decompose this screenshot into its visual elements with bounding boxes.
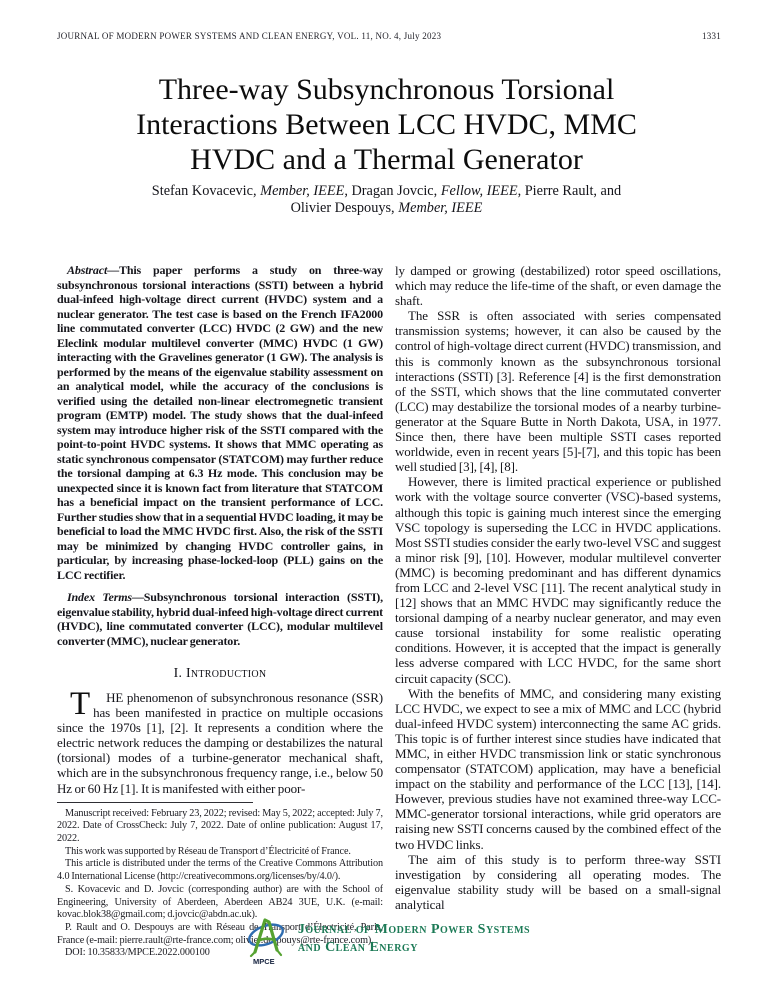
left-column bbox=[57, 263, 383, 955]
index-terms-text: —Subsynchronous torsional interaction (SSTI), eigenvalue stability, hybrid dual-infeed high-voltage direct current (HVDC), line commutated converter (LCC), modular multilevel converter (MMC), nuclear generator. bbox=[57, 590, 383, 648]
footnote-rule bbox=[57, 802, 253, 803]
footnote-paragraph: S. Kovacevic and D. Jovcic (corresponding author) are with the School of Engineering, University of Aberdeen, Aberdeen AB24 3UE, U.K. (e-mail: kovac.blok38@gmail.com; d.jovcic@abdn.ac.uk). bbox=[57, 883, 383, 921]
right-column-text bbox=[395, 263, 721, 912]
abstract-paragraph bbox=[57, 263, 383, 582]
author-segment: Olivier Despouys, bbox=[290, 200, 399, 216]
mpce-logo-label: MPCE bbox=[252, 957, 275, 966]
paper-title bbox=[0, 72, 773, 177]
author-segment: Fellow, IEEE bbox=[440, 183, 518, 199]
introduction-first-paragraph bbox=[57, 686, 383, 796]
two-column-body bbox=[57, 263, 721, 955]
section-title: Introduction bbox=[185, 665, 267, 680]
author-segment: , Dragan Jovcic, bbox=[344, 183, 441, 199]
author-segment: , Pierre Rault, and bbox=[517, 183, 622, 199]
drop-cap: T bbox=[70, 686, 91, 722]
section-heading-introduction bbox=[57, 665, 383, 681]
page-number: 1331 bbox=[702, 31, 721, 41]
abstract-label: Abstract bbox=[67, 263, 108, 277]
footer-journal-name-line2: and Clean Energy bbox=[297, 939, 418, 955]
footnote-paragraph: DOI: 10.35833/MPCE.2022.000100 bbox=[65, 947, 210, 955]
author-line bbox=[0, 200, 773, 217]
paper-title-line: HVDC and a Thermal Generator bbox=[190, 143, 583, 176]
body-paragraph: The SSR is often associated with series compensated transmission systems; however, it can also be caused by the control of high-voltage direct current (HVDC) transmission, and this is commonly known as the subsynchronous torsional interactions (SSTI) [3]. Reference [4] is the first demonstration of the SSTI, which shows that the line commutated converter (LCC) may destabilize the torsional modes of a nearby turbine-generator at the Square Butte in North Dakota, USA, in 1977. Since then, there have been multiple SSTI cases reported worldwide, even in recent years [5]-[7], and this topic has been well studied [3], [4], [8]. bbox=[395, 308, 721, 475]
body-paragraph: With the benefits of MMC, and considering many existing LCC HVDC, we expect to see a mix of MMC and LCC (hybrid dual-infeed HVDC system) interconnecting the same AC grids. This topic is of further interest since studies have indicated that MMC, in either HVDC transmission link or static synchronous compensator (STATCOM) application, may have a beneficial impact on the stability and performance of the LCC [13], [14]. However, previous studies have not examined three-way LCC-MMC-generator torsional interactions, while grid operators are raising new SSTI concerns caused by the combined effect of the two HVDC links. bbox=[395, 685, 721, 852]
index-terms-paragraph bbox=[57, 590, 383, 648]
footer-journal-name bbox=[298, 921, 530, 956]
author-line bbox=[0, 183, 773, 200]
footnote-paragraph: This work was supported by Réseau de Transport d’Électricité of France. bbox=[65, 845, 351, 857]
journal-footer bbox=[0, 916, 773, 968]
footnote-paragraph: Manuscript received: February 23, 2022; revised: May 5, 2022; accepted: July 7, 2022. Date of CrossCheck: July 7, 2022. Date of online publication: August 17, 2022. bbox=[57, 807, 383, 845]
paper-title-line: Interactions Between LCC HVDC, MMC bbox=[136, 108, 637, 141]
footer-journal-name-line1: Journal of Modern Power Systems bbox=[297, 922, 531, 937]
section-number: I. bbox=[173, 665, 183, 680]
body-paragraph: However, there is limited practical experience or published work with the voltage source converter (VSC)-based systems, although this topic is gaining much interest since the emerging VSC topology is superseding the LCC in HVDC applications. Most SSTI studies consider the early two-level VSC and suggest a minor risk [9], [10]. However, modular multilevel converter (MMC) is becoming predominant and has different dynamics from LCC and 2-level VSC [11]. The recent analytical study in [12] shows that an MMC HVDC may significantly reduce the torsional damping of a nearby nuclear generator, and may even cause torsional instability for some realistic operating conditions. However, it is accepted that the impact is generally less adverse compared with LCC HVDC, for the same short circuit capacity (SCC). bbox=[395, 474, 721, 686]
footnote-paragraph: This article is distributed under the terms of the Creative Commons Attribution 4.0 International License (http://creativecommons.org/licenses/by/4.0/). bbox=[57, 858, 383, 883]
right-column bbox=[395, 263, 721, 919]
body-paragraph: ly damped or growing (destabilized) rotor speed oscillations, which may reduce the life-time of the shaft, or even damage the shaft. bbox=[395, 263, 721, 309]
author-segment: Stefan Kovacevic, bbox=[151, 183, 261, 199]
abstract-text: —This paper performs a study on three-way subsynchronous torsional interactions (SSTI) between a hybrid dual-infeed high-voltage direct current (HVDC) system and a nuclear generator. The test case is based on the French IFA2000 line commutated converter (LCC) HVDC (2 GW) and the new Eleclink modular multilevel converter (MMC) HVDC (1 GW) interacting with the Gravelines generator (1 GW). The analysis is performed by the means of the eigenvalue stability assessment on an analytical model, while the accuracy of the conclusions is verified using the detailed non-linear electromegnetic transient program (EMTP) model. The study shows that the dual-infeed system may introduce higher risk of the SSTI compared with the point-to-point HVDC systems. It shows that MMC operating as static synchronous compensator (STATCOM) may further reduce the torsional damping at 6.3 Hz mode. This conclusion may be unexpected since it is known fact from literature that STATCOM has a beneficial impact on the transient performance of LCC. Further studies show that in a sequential HVDC loading, it may be beneficial to load the MMC HVDC first. Also, the risk of the SSTI may be minimized by changing HVDC controller gains, in particular, by increasing phase-locked-loop (PLL) gains on the LCC rectifier. bbox=[57, 263, 383, 582]
introduction-text: HE phenomenon of subsynchronous resonance (SSR) has been manifested in practice on multiple occasions since the 1970s [1], [2]. It represents a condition where the electric network reduces the damping or destabilizes the natural (torsional) modes of a turbine-generator mechanical shaft, which are in the subsynchronous frequency range, i.e., below 50 Hz or 60 Hz [1]. It is manifested with either poor- bbox=[57, 690, 383, 796]
author-segment: Member, IEEE bbox=[398, 200, 483, 216]
body-paragraph: The aim of this study is to perform three-way SSTI investigation by considering all operating modes. The eigenvalue stability study will be based on a small-signal analytical bbox=[395, 851, 721, 912]
journal-header-line: JOURNAL OF MODERN POWER SYSTEMS AND CLEAN ENERGY, VOL. 11, NO. 4, July 2023 bbox=[57, 31, 442, 41]
mpce-logo-icon bbox=[243, 916, 289, 968]
paper-title-line: Three-way Subsynchronous Torsional bbox=[158, 73, 615, 106]
author-segment: Member, IEEE bbox=[260, 183, 345, 199]
footnote-paragraph: P. Rault and O. Despouys are with Réseau de Transport d’Électricité, Paris, France (e-mail: pierre.rault@rte-france.com; olivier.despouys@rte-france.com). bbox=[57, 921, 383, 946]
author-list bbox=[0, 183, 773, 217]
index-terms-label: Index Terms bbox=[67, 590, 132, 604]
running-head bbox=[57, 31, 721, 41]
